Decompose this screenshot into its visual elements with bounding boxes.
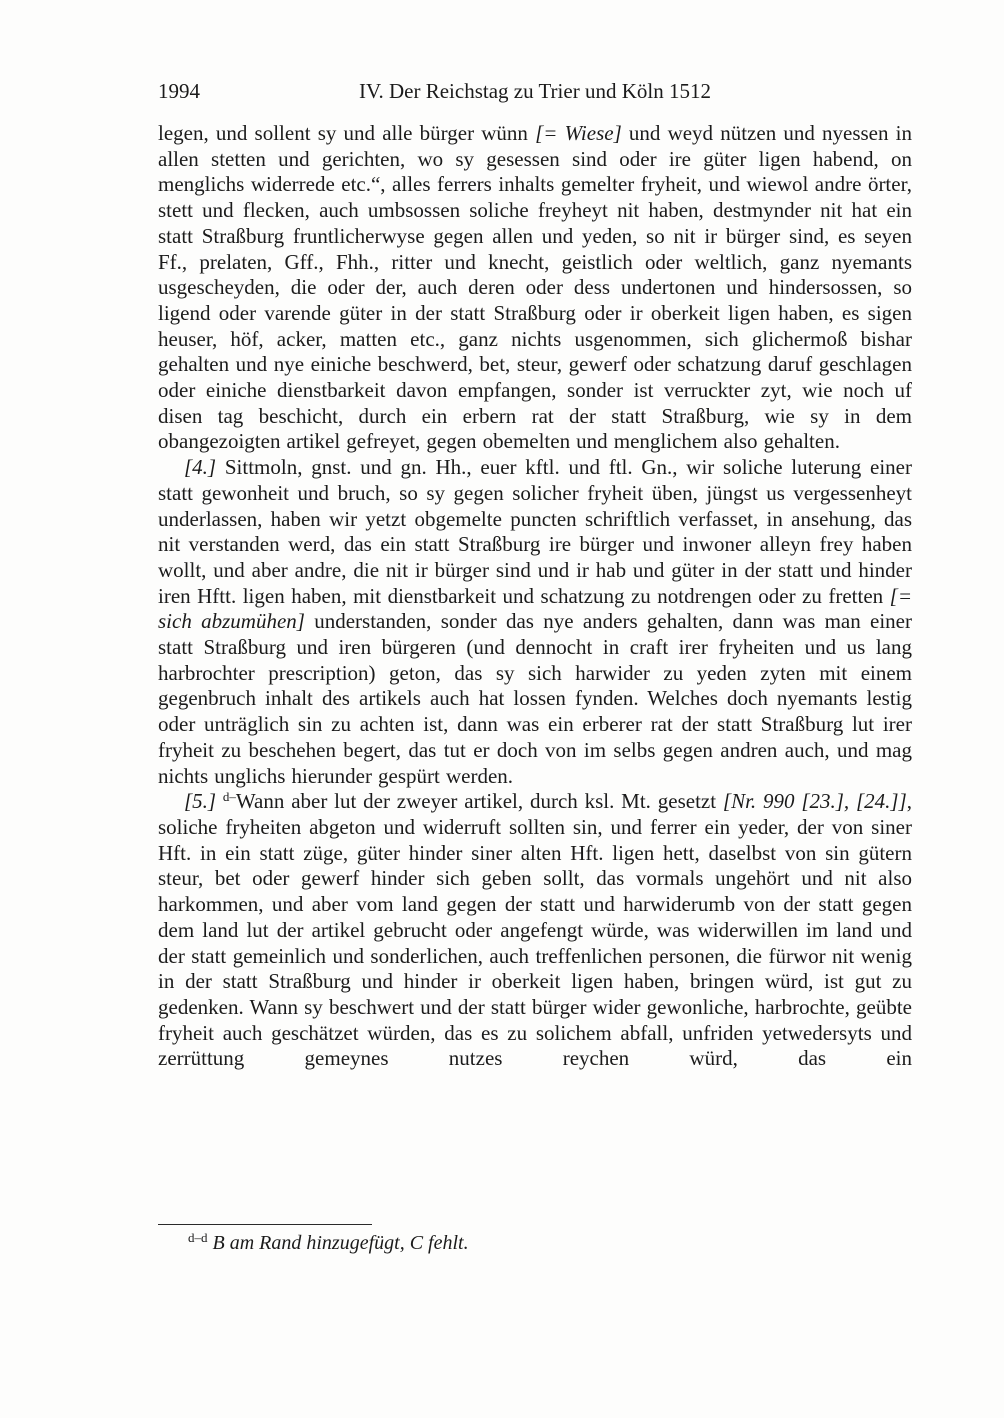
footnote xyxy=(158,1231,912,1256)
footnote-separator-rule xyxy=(158,1224,372,1225)
paragraph: [4.] Sittmoln, gnst. und gn. Hh., euer kftl. und ftl. Gn., wir soliche luterung einer statt gewonheit und bruch, so sy gegen solicher fryheit üben, jüngst us vergessenheyt underlassen, haben wir yetzt obgemelte puncten schriftlich verfasset, in ansehung, das nit verstanden werd, das ein statt Straßburg ire bürger und inwoner alleyn frey haben wollt, und aber andre, die nit ir bürger sind und ir hab und güter in der statt und hinder iren Hftt. ligen haben, mit dienstbarkeit und schatzung zu notdrengen oder zu fretten [= sich abzumühen] understanden, sonder das nye anders gehalten, dann was man einer statt Straßburg und iren bürgeren (und dennocht in craft irer fryheiten und us lang harbrochter prescription) geton, das sy sich harwider zu yeden zyten mit einem gegenbruch inhalt des artikels auch hat lossen fynden. Welches doch nyemants lestig oder unträglich sin zu achten ist, dann was ein erberer rat der statt Straßburg lut irer fryheit zu beschehen begert, das tut er doch von im selbs gegen andren auch, und mag nichts unglichs hierunder gespürt werden. xyxy=(158,455,912,788)
footnote-marker: d–d xyxy=(188,1230,208,1245)
text-block xyxy=(158,78,912,1072)
main-text xyxy=(158,121,912,1072)
paragraph: legen, und sollent sy und alle bürger wünn [= Wiese] und weyd nützen und nyessen in allen stetten und gerichten, wo sy gesessen sind oder ire güter ligen habend, on menglichs widerrede etc.“, alles ferrers inhalts gemelter fryheit, und wiewol andre örter, stett und flecken, auch umbsossen soliche freyheyt nit haben, destmynder nit hat ein statt Straßburg fruntlicherwyse gegen allen und yeden, so nit ir bürger sind, es seyen Ff., prelaten, Gff., Fhh., ritter und knecht, geistlich oder weltlich, ganz nyemants usgescheyden, die oder der, auch deren oder dess undertonen und hindersossen, so ligend oder varende güter in der statt Straßburg oder ir oberkeit ligen haben, es sigen heuser, höf, acker, matten etc., ganz nichts usgenommen, sich glichermoß bishar gehalten und nye einiche beschwerd, bet, steur, gewerf oder schatzung daruf geschlagen oder einiche dienstbarkeit davon empfangen, sonder ist verruckter zyt, wie noch uf disen tag beschicht, durch ein erbern rat der statt Straßburg, wie sy in dem obangezoigten artikel gefreyet, gegen obemelten und menglichem also gehalten. xyxy=(158,121,912,454)
running-title: IV. Der Reichstag zu Trier und Köln 1512 xyxy=(359,79,711,103)
running-header xyxy=(158,78,912,104)
footnote-section xyxy=(158,1224,912,1256)
paragraph: [5.] $^{d-}$Wann aber lut der zweyer artikel, durch ksl. Mt. gesetzt [Nr. 990 [23.], [24.]], soliche fryheiten abgeton und widerruft sollten sin, und ferrer ein yeder, der von siner Hft. in ein statt züge, güter hinder siner alten Hft. ligen hett, daselbst von sin gütern steur, bet oder gewerf hinder sich geben sollt, das vormals ungehört und nit also harkommen, und aber vom land gegen der statt und harwiderumb von der statt gegen dem land lut der artikel gebrucht oder angefengt würde, was widerwillen im land und der statt gemeinlich und sonderlichen, auch treffenlichen personen, die fürwor nit wenig in der statt Straßburg und hinder ir oberkeit ligen haben, bringen würd, ist gut zu gedenken. Wann sy beschwert und der statt bürger wider gewonliche, harbrochte, geübte fryheit auch geschätzet würden, das es zu solichem abfall, unfriden yetwedersyts und zerrüttung gemeynes nutzes reychen würd, das ein xyxy=(158,789,912,1071)
footnote-text: B am Rand hinzugefügt, C fehlt. xyxy=(212,1232,469,1254)
page-number: 1994 xyxy=(158,79,200,103)
